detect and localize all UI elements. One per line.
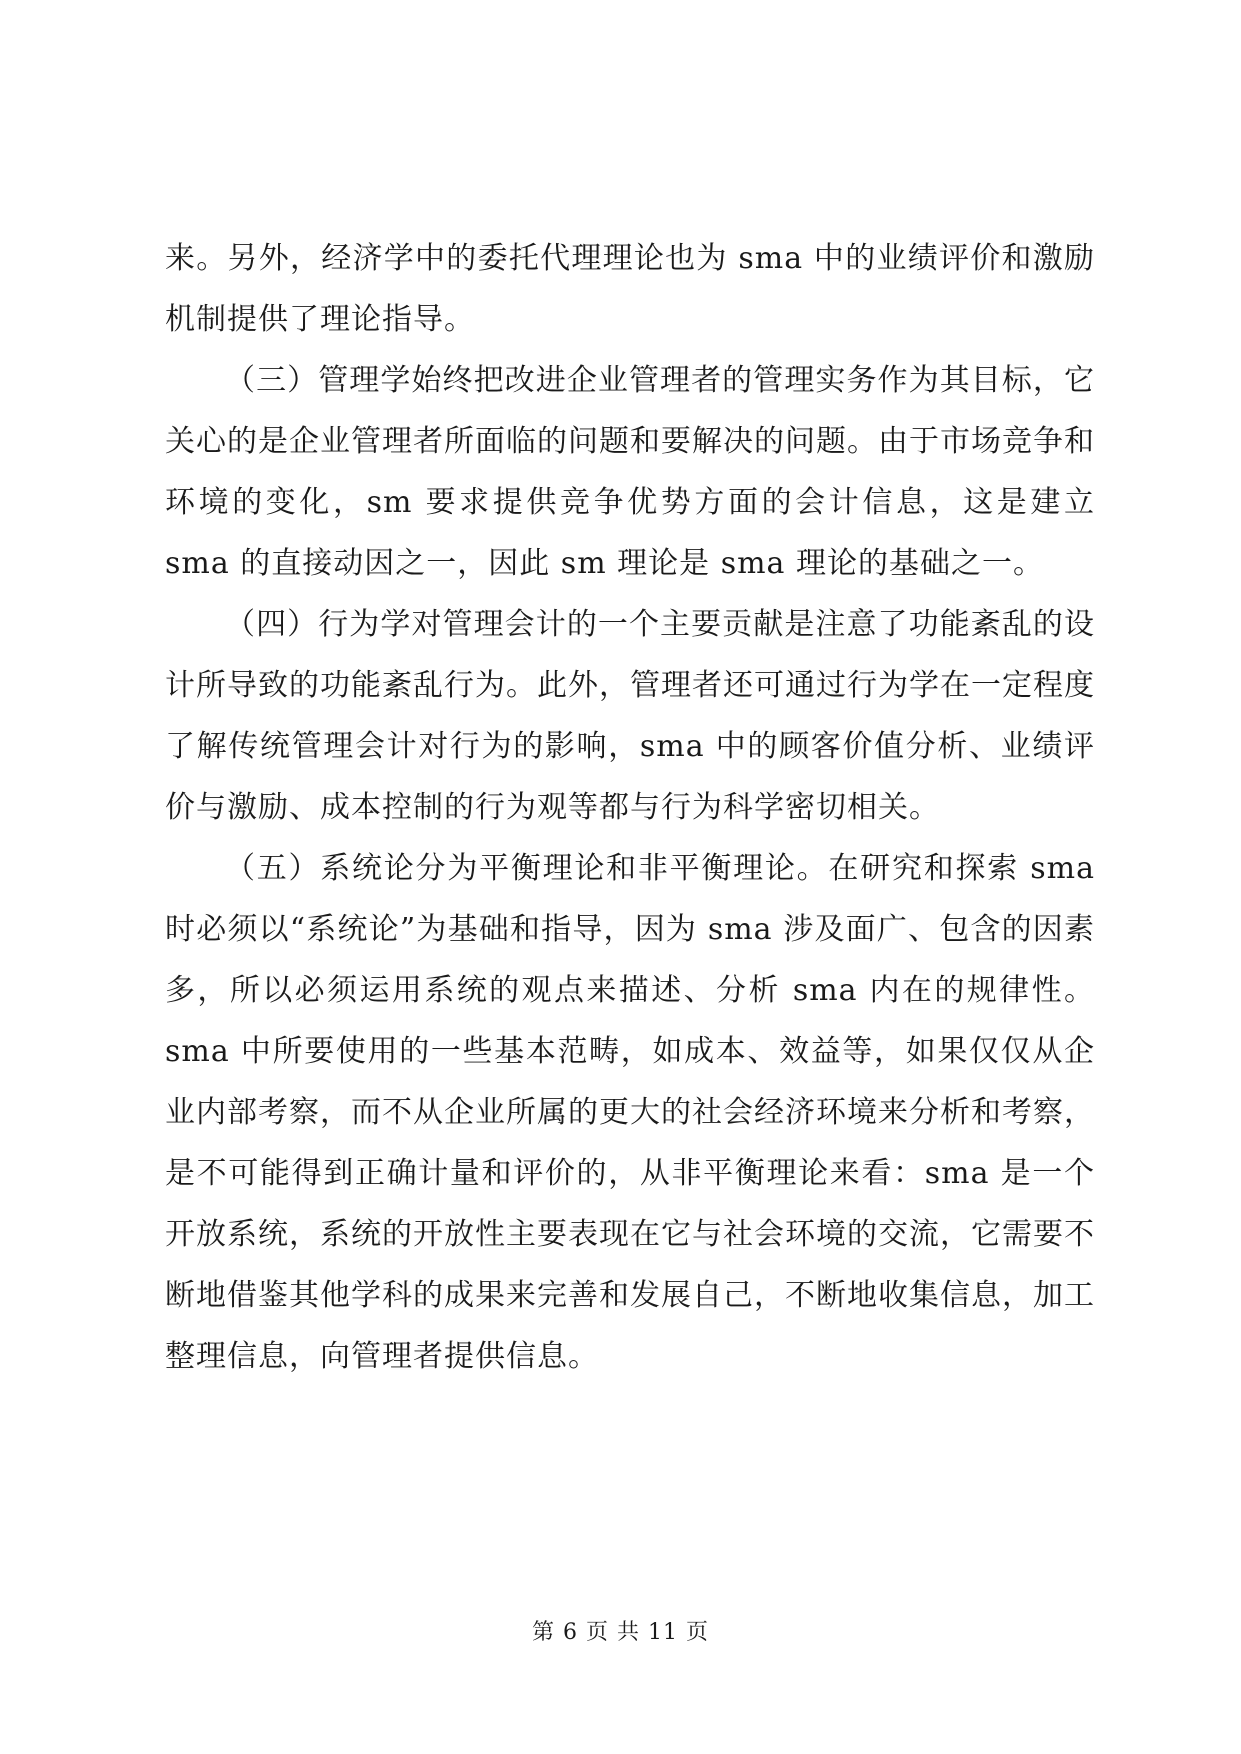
paragraph-section-five: （五）系统论分为平衡理论和非平衡理论。在研究和探索 sma 时必须以“系统论”为基础和指导，因为 sma 涉及面广、包含的因素多，所以必须运用系统的观点来描述、分析 sma 内在的规律性。sma 中所要使用的一些基本范畴，如成本、效益等，如果仅仅从企业内部考察，而不从企业所属的更大的社会经济环境来分析和考察，是不可能得到正确计量和评价的，从非平衡理论来看：sma 是一个开放系统，系统的开放性主要表现在它与社会环境的交流，它需要不断地借鉴其他学科的成果来完善和发展自己，不断地收集信息，加工整理信息，向管理者提供信息。 <box>165 851 1095 1374</box>
paragraph-section-three: （三）管理学始终把改进企业管理者的管理实务作为其目标，它关心的是企业管理者所面临的问题和要解决的问题。由于市场竞争和环境的变化，sm 要求提供竞争优势方面的会计信息，这是建立 sma 的直接动因之一，因此 sm 理论是 sma 理论的基础之一。 <box>165 363 1095 581</box>
paragraph-continuation: 来。另外，经济学中的委托代理理论也为 sma 中的业绩评价和激励机制提供了理论指导。 <box>165 241 1095 337</box>
document-body <box>165 228 1095 1387</box>
page-footer: 第 6 页 共 11 页 <box>532 1620 709 1645</box>
paragraph-section-four: （四）行为学对管理会计的一个主要贡献是注意了功能紊乱的设计所导致的功能紊乱行为。此外，管理者还可通过行为学在一定程度了解传统管理会计对行为的影响，sma 中的顾客价值分析、业绩评价与激励、成本控制的行为观等都与行为科学密切相关。 <box>165 607 1095 825</box>
